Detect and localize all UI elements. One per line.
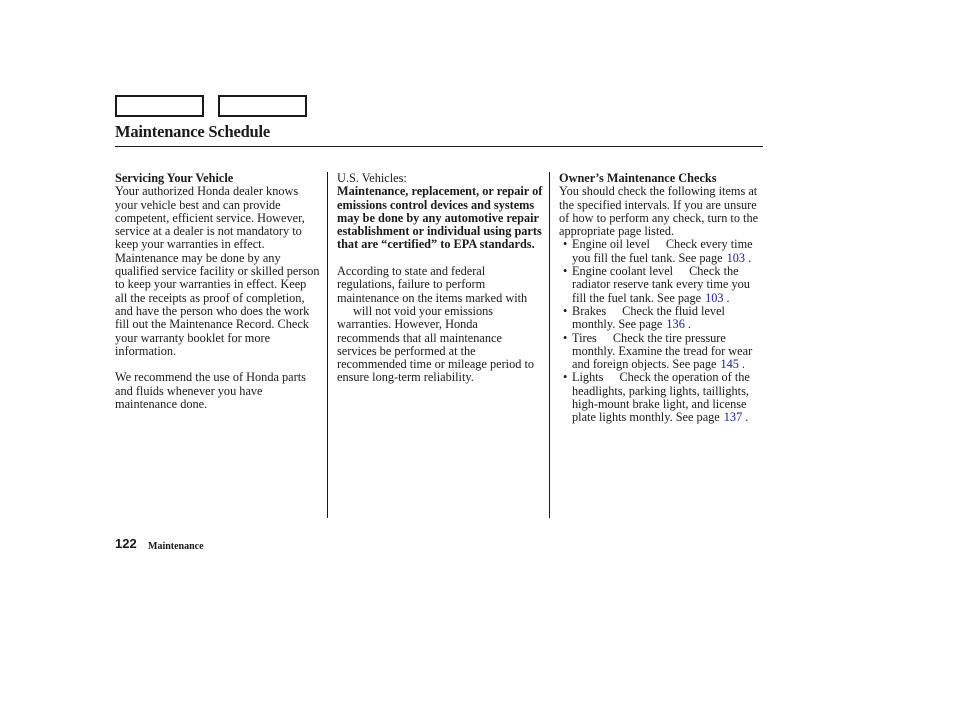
item-text: Check the radiator reserve tank every time you fill the fuel tank. See page: [572, 264, 750, 305]
page-link[interactable]: 137: [723, 410, 743, 425]
regulations-text-b: will not void your emissions warranties. However, Honda recommends that all maintenance services be performed at the recommended time or mileage period to ensure long-term reliability.: [337, 303, 535, 385]
item-text: Check the tire pressure monthly. Examine the tread for wear and foreign objects. See page: [572, 330, 753, 372]
item-end: .: [726, 290, 730, 305]
item-end: .: [741, 357, 745, 372]
emissions-column: [337, 172, 543, 385]
item-end: .: [748, 250, 752, 265]
column-divider: [327, 172, 328, 518]
list-item-lights: [559, 371, 763, 424]
column-divider: [549, 172, 550, 518]
page-link[interactable]: 103: [726, 250, 746, 265]
item-text: Check the operation of the headlights, parking lights, taillights, high-mount brake light, and license plate lights monthly. See page: [572, 370, 750, 425]
item-term: Engine coolant level: [572, 264, 674, 279]
bullet-icon: •: [563, 303, 568, 318]
item-text: Check every time you fill the fuel tank. See page: [572, 237, 753, 265]
bullet-icon: •: [563, 370, 568, 385]
previous-section-button[interactable]: [115, 95, 204, 117]
list-item-engine-oil: [559, 238, 763, 265]
owner-checks-heading: Owner’s Maintenance Checks: [559, 171, 717, 185]
servicing-column: [115, 172, 320, 411]
us-vehicles-label: U.S. Vehicles:: [337, 171, 407, 185]
owner-checks-intro: You should check the following items at the specified intervals. If you are unsure of how to perform any check, turn to the appropriate page listed.: [559, 184, 759, 239]
regulations-text-a: According to state and federal regulations, failure to perform maintenance on the items marked with: [337, 264, 528, 305]
servicing-heading: Servicing Your Vehicle: [115, 171, 234, 185]
item-term: Tires: [572, 330, 597, 345]
bullet-icon: •: [563, 264, 568, 279]
footer-section-label: Maintenance: [148, 541, 204, 552]
servicing-paragraph: Your authorized Honda dealer knows your vehicle best and can provide competent, efficient service. However, service at a dealer is not mandatory to keep your warranties in effect. Maintenance may be done by any qualified service facility or skilled person to keep your warranties in effect. Keep all the receipts as proof of completion, and have the person who does the work fill out the Maintenance Record. Check your warranty booklet for more information.: [115, 184, 320, 358]
page-title: Maintenance Schedule: [115, 122, 271, 141]
bullet-icon: •: [563, 330, 568, 345]
page-link[interactable]: 145: [720, 357, 739, 372]
item-end: .: [745, 410, 749, 425]
list-item-brakes: [559, 305, 763, 332]
item-term: Engine oil level: [572, 237, 650, 252]
page-number: 122: [115, 536, 137, 551]
next-section-button[interactable]: [218, 95, 307, 117]
bullet-icon: •: [563, 237, 568, 252]
list-item-engine-coolant: [559, 265, 763, 305]
page-link[interactable]: 136: [666, 317, 685, 332]
item-end: .: [687, 317, 691, 332]
item-term: Lights: [572, 370, 604, 385]
list-item-tires: [559, 332, 763, 372]
page-link[interactable]: 103: [705, 290, 724, 305]
item-term: Brakes: [572, 303, 607, 318]
title-divider: [115, 146, 763, 147]
emissions-bold-paragraph: Maintenance, replacement, or repair of emissions control devices and systems may be done by any automotive repair establishment or individual using parts that are “certified” to EPA standards.: [337, 184, 543, 252]
regulations-paragraph: [337, 265, 543, 385]
item-text: Check the fluid level monthly. See page: [572, 303, 725, 332]
honda-parts-paragraph: We recommend the use of Honda parts and fluids whenever you have maintenance done.: [115, 370, 306, 412]
owner-checks-column: [559, 172, 763, 425]
